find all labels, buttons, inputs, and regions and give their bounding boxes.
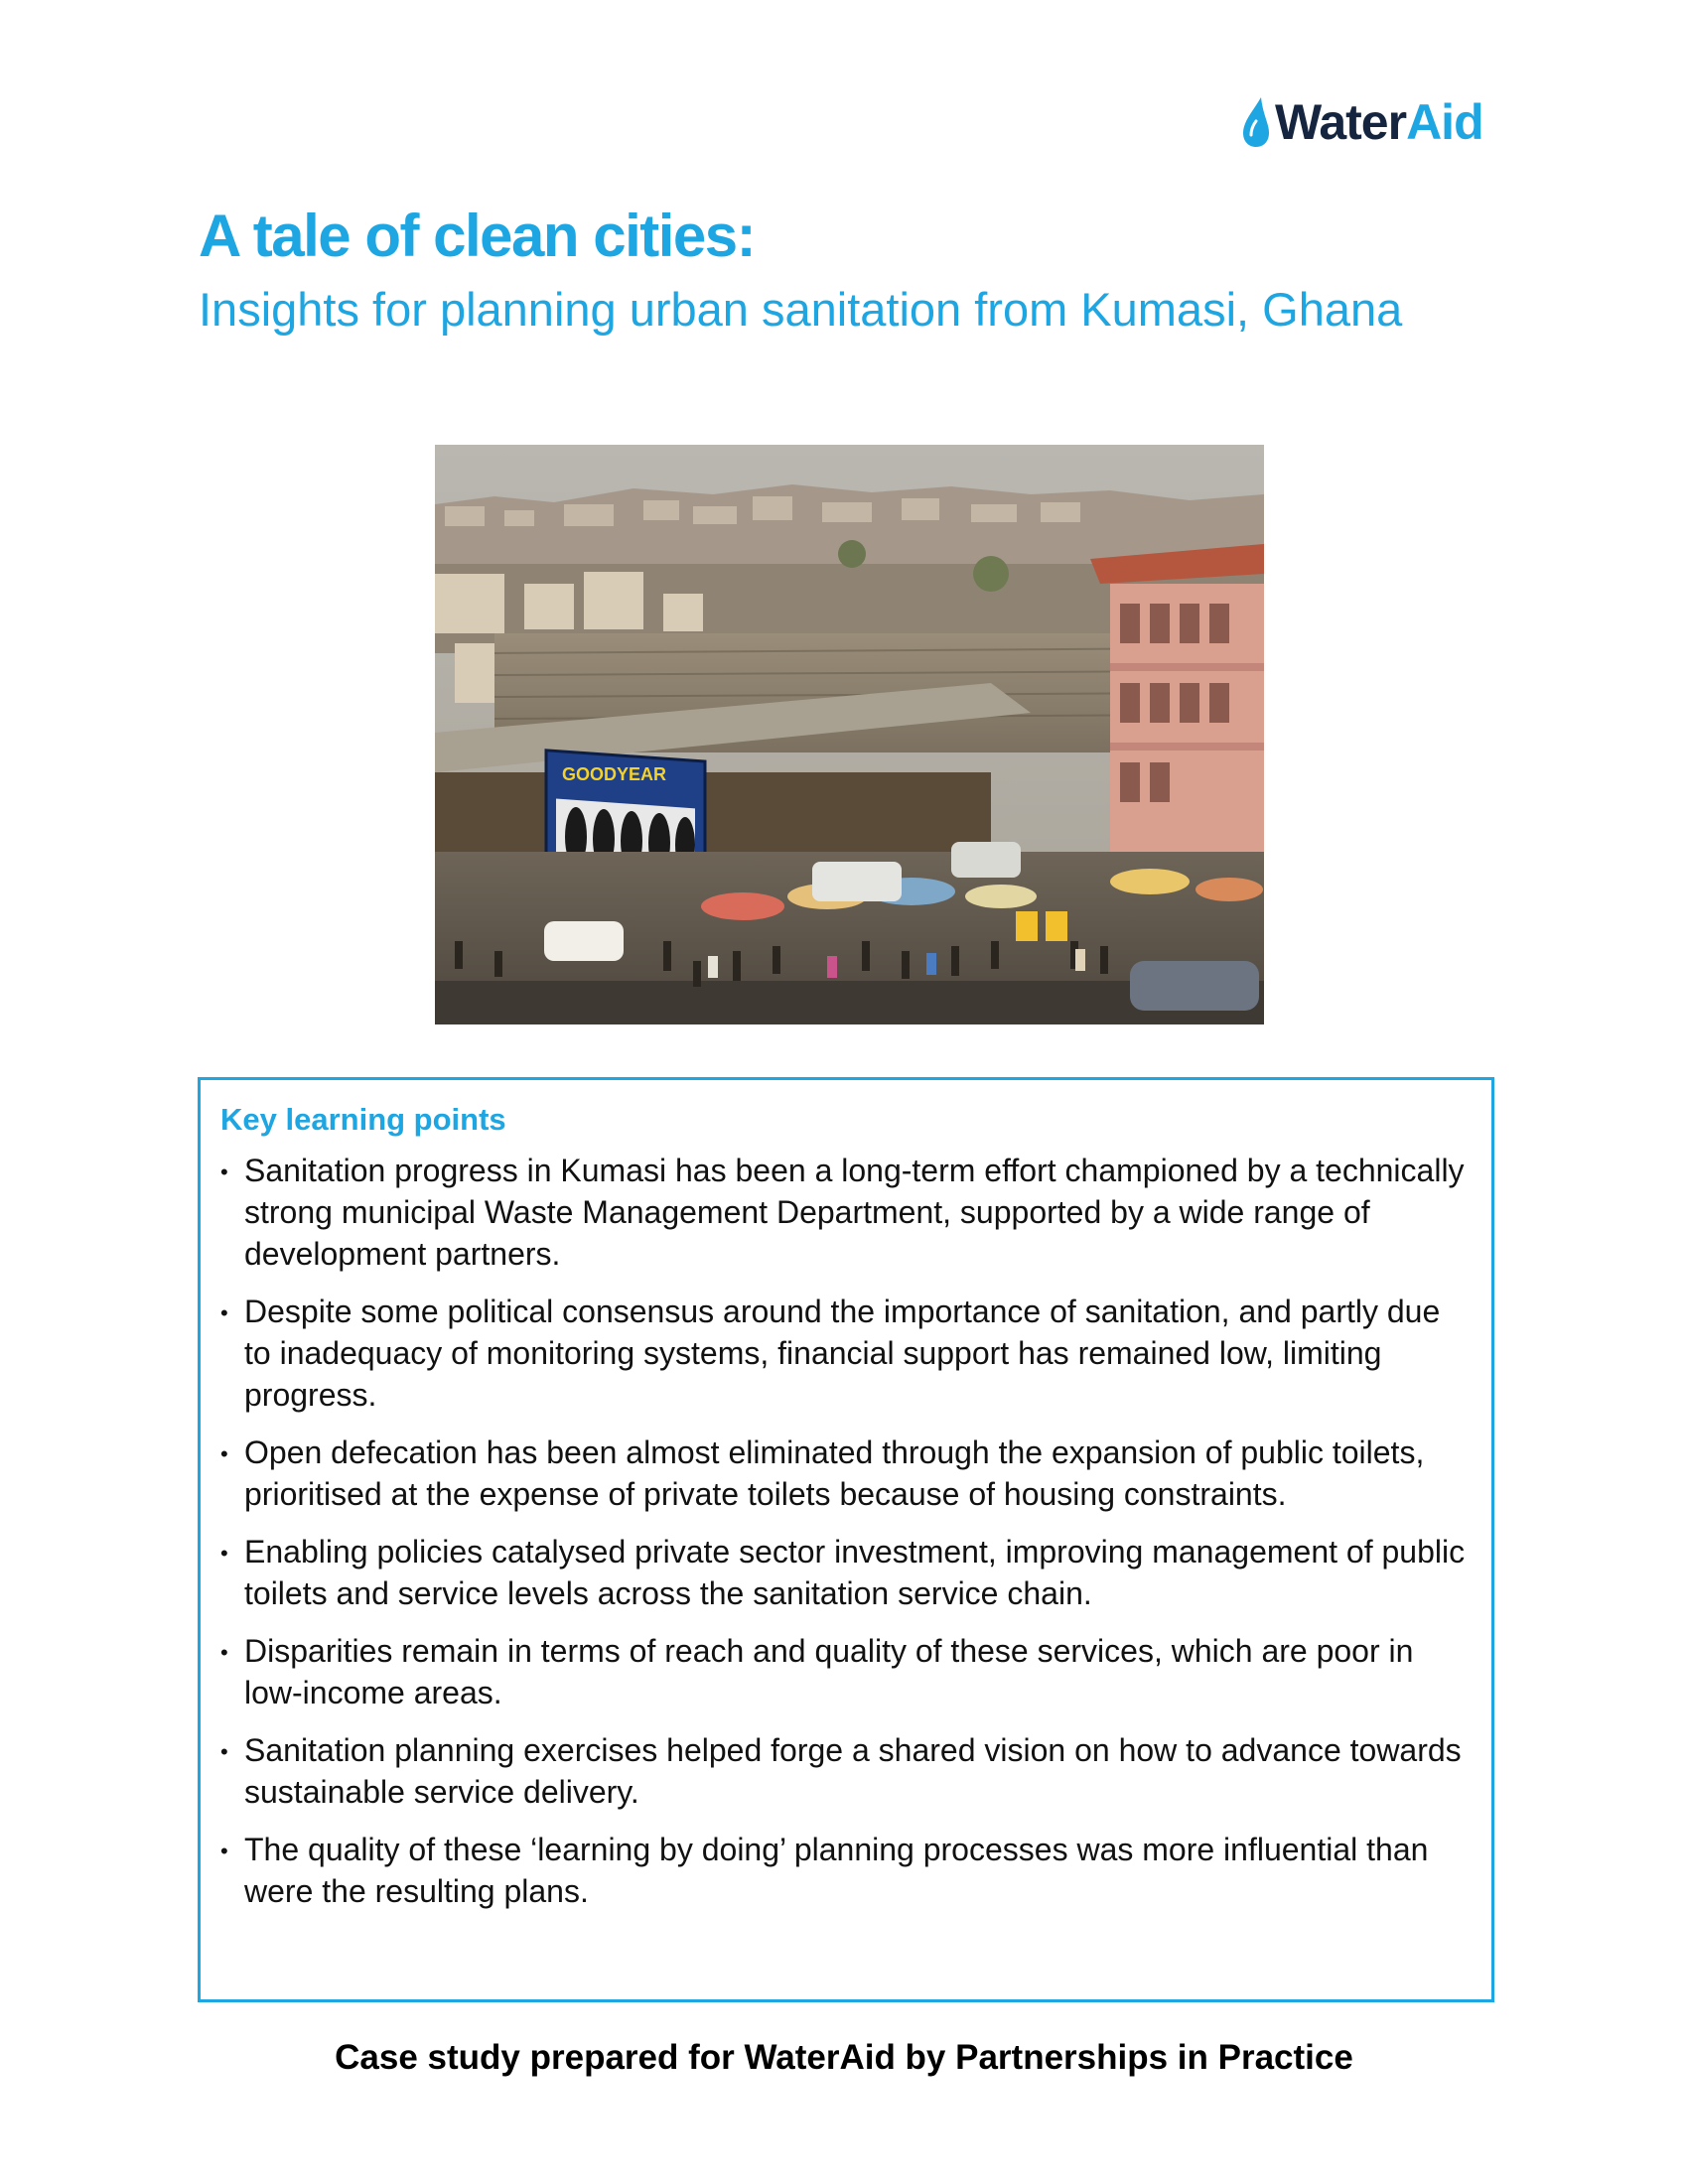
list-item [220, 1630, 1468, 1713]
bullet-icon: • [220, 1160, 228, 1185]
list-item-text: The quality of these ‘learning by doing’ planning processes was more influential than were the resulting plans. [244, 1832, 1429, 1910]
bullet-icon: • [220, 1640, 228, 1666]
water-drop-icon [1239, 95, 1273, 149]
bullet-icon: • [220, 1541, 228, 1567]
logo-text-water: Water [1275, 94, 1407, 150]
list-item-text: Despite some political consensus around the importance of sanitation, and partly due to inadequacy of monitoring systems, financial support has remained low, limiting progress. [244, 1294, 1441, 1414]
list-item-text: Sanitation planning exercises helped forge a shared vision on how to advance towards sustainable service delivery. [244, 1732, 1462, 1811]
page-subtitle: Insights for planning urban sanitation from Kumasi, Ghana [199, 283, 1403, 336]
bullet-icon: • [220, 1739, 228, 1765]
bullet-icon: • [220, 1441, 228, 1467]
bullet-icon: • [220, 1300, 228, 1326]
key-learning-points-box [198, 1077, 1494, 2002]
list-item [220, 1291, 1468, 1416]
logo-text-aid: Aid [1406, 94, 1483, 150]
list-item-text: Enabling policies catalysed private sector investment, improving management of public toilets and service levels across the sanitation service chain. [244, 1534, 1466, 1612]
key-learning-list [220, 1150, 1468, 1912]
list-item [220, 1531, 1468, 1614]
market-scene-illustration [435, 445, 1264, 1024]
kumasi-market-photo [435, 445, 1264, 1024]
list-item [220, 1729, 1468, 1813]
billboard-text: GOODYEAR [562, 764, 667, 784]
bullet-icon: • [220, 1839, 228, 1864]
key-learning-heading: Key learning points [220, 1102, 506, 1137]
logo-wordmark [1275, 94, 1483, 150]
list-item-text: Disparities remain in terms of reach and quality of these services, which are poor in low-income areas. [244, 1633, 1414, 1711]
list-item [220, 1432, 1468, 1515]
wateraid-logo [1239, 91, 1483, 153]
list-item-text: Sanitation progress in Kumasi has been a long-term effort championed by a technically strong municipal Waste Management Department, supported by a wide range of development partners. [244, 1153, 1465, 1273]
page-title: A tale of clean cities: [199, 203, 756, 269]
list-item-text: Open defecation has been almost eliminated through the expansion of public toilets, prioritised at the expense of private toilets because of housing constraints. [244, 1434, 1425, 1513]
list-item [220, 1829, 1468, 1912]
case-study-credit: Case study prepared for WaterAid by Partnerships in Practice [335, 2038, 1353, 2077]
list-item [220, 1150, 1468, 1275]
